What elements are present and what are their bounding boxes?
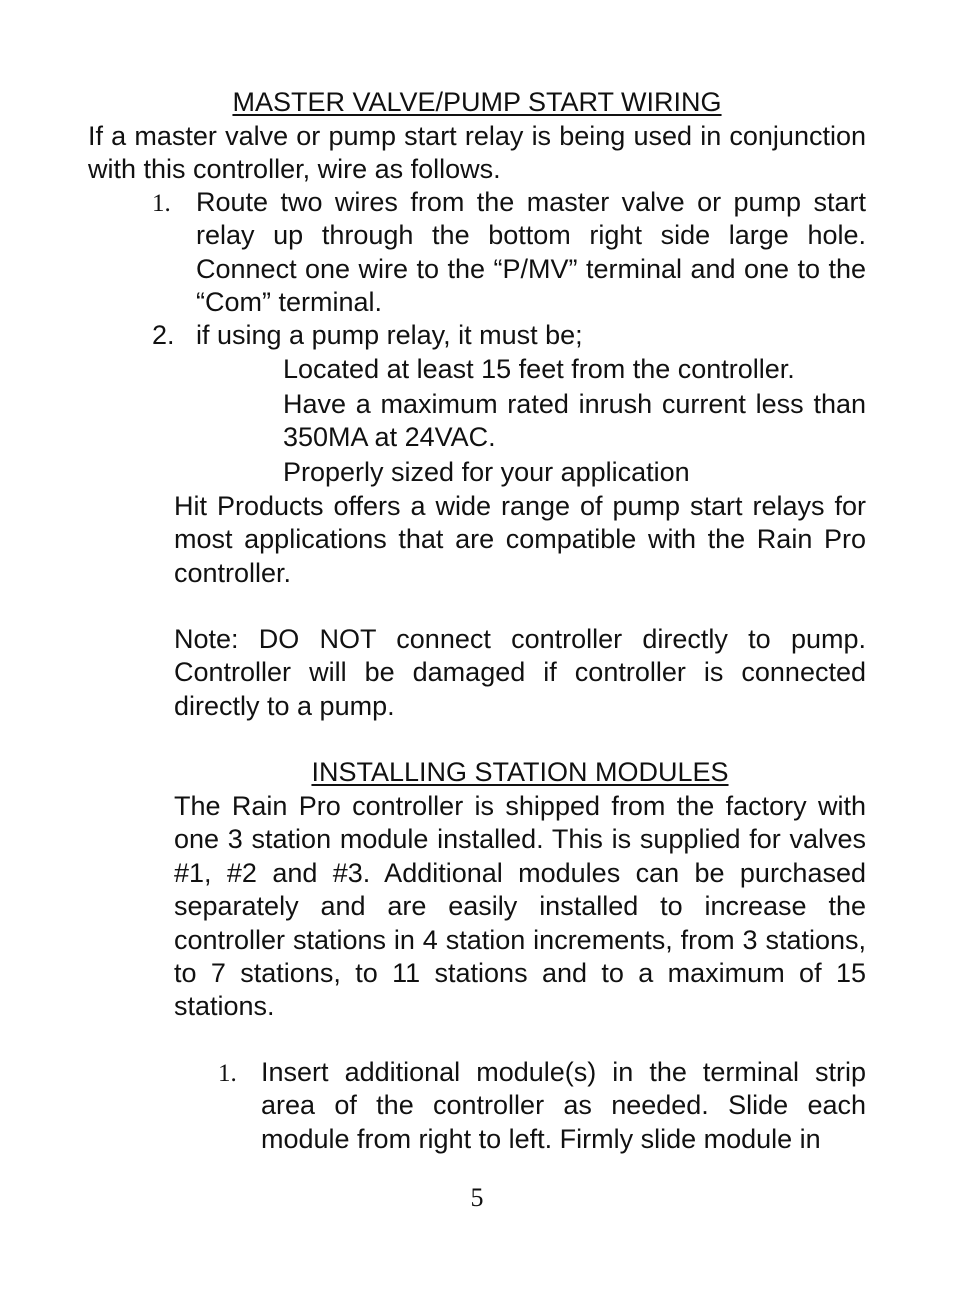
module-step-1-text: Insert additional module(s) in the terminal strip area of the controller as needed. Slide each module from right to left. Firmly slide module in: [261, 1057, 866, 1154]
requirement-1: Located at least 15 feet from the controller.: [283, 354, 795, 384]
requirement-2: Have a maximum rated inrush current less than 350MA at 24VAC.: [283, 389, 866, 453]
step-1-number: 1.: [152, 190, 171, 217]
step-1-text: Route two wires from the master valve or pump start relay up through the bottom right side large hole. Connect one wire to the “P/MV” terminal and one to the “Com” terminal.: [196, 187, 866, 318]
requirement-3: Properly sized for your application: [283, 457, 690, 487]
page-number: 5: [470, 1183, 484, 1212]
heading-master-valve: MASTER VALVE/PUMP START WIRING: [232, 87, 722, 117]
relays-paragraph: Hit Products offers a wide range of pump start relays for most applications that are compatible with the Rain Pro controller.: [174, 491, 866, 588]
step-2-text: if using a pump relay, it must be;: [196, 320, 583, 350]
intro-paragraph: If a master valve or pump start relay is being used in conjunction with this controller, wire as follows.: [88, 121, 866, 185]
modules-paragraph: The Rain Pro controller is shipped from the factory with one 3 station module installed. This is supplied for valves #1, #2 and #3. Additional modules can be purchased separately and are easily installed to increase the controller stations in 4 station increments, from 3 stations, to 7 stations, to 11 stations and to a maximum of 15 stations.: [174, 791, 866, 1022]
note-paragraph: Note: DO NOT connect controller directly to pump. Controller will be damaged if controller is connected directly to a pump.: [174, 624, 866, 721]
module-step-1-number: 1.: [218, 1060, 237, 1087]
heading-installing-modules: INSTALLING STATION MODULES: [311, 757, 729, 787]
step-2-number: 2.: [152, 320, 175, 350]
